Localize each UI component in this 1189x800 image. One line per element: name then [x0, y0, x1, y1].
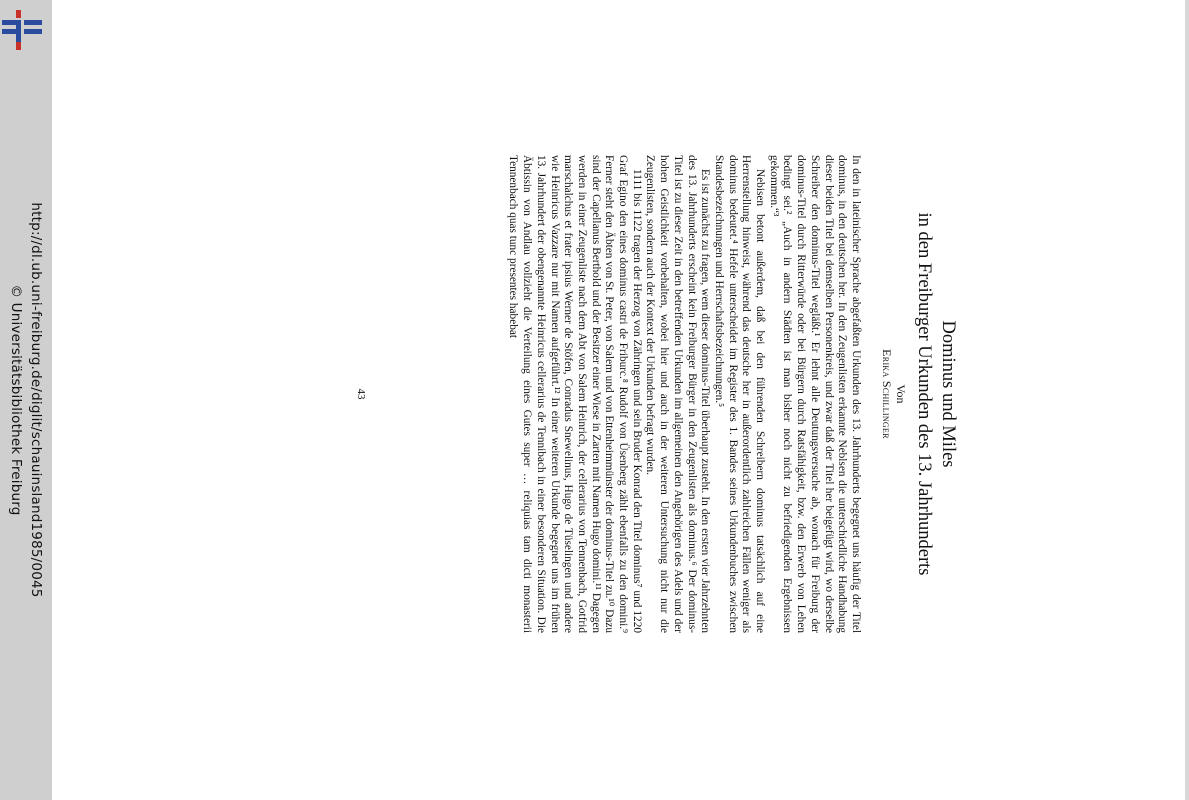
byline-von: Von	[894, 384, 908, 404]
article-body	[506, 155, 862, 633]
author-name: Erika Schillinger	[880, 349, 894, 439]
title-line-2: in den Freiburger Urkunden des 13. Jahrhunderts	[914, 212, 934, 576]
scanned-page	[320, 155, 960, 633]
page-number: 43	[355, 388, 367, 400]
title-line-1: Dominus und Miles	[938, 320, 958, 468]
scroll-edge	[1185, 0, 1189, 800]
paragraph-4: 1111 bis 1122 tragen der Herzog von Zähringen und sein Bruder Konrad den Titel dominus⁷ und 1220 Graf Egino den eines dominus castri de Friburc.⁸ Rudolf von Üsenberg zählt ebenfalls zu den domini.⁹ Ferner steht den Äbten von St. Peter, von Salem und von Ettenheimmünster der dominus-Titel zu.¹⁰ Dazu sind der Capellanus Berthold und der Besitzer einer Wiese in Zarten mit Namen Hugo domini.¹¹ Dagegen werden in einer Zeugenliste nach dem Abt von Salem Heinrich, der cellerarius von Tennenbach, Gotfrid marschalchus et frater ipsius Werner de Stöfen, Conradus Snewelinus, Hugo de Tüselingen und andere wie Heinricus Vazzare nur mit Namen aufgeführt.¹² In einer weiteren Urkunde begegnet uns im frühen 13. Jahrhundert der obengenannte Heinricus cellerarius de Tennibach in einer besonderen Situation. Die Äbtissin von Andlau vollzieht die Verteilung eines Gutes super … reliquias tam dicti monasterii Tennenbach quas tunc presentes habebat	[507, 155, 643, 633]
paragraph-2: Nebisen betont außerdem, daß bei den führenden Schreibern dominus tatsächlich auf eine Herrenstellung hinweist, während das deutsche her in außerordentlich zahlreichen Fällen weniger als dominus bedeutet.⁴ Hefele unterscheidet im Register des 1. Bandes seines Urkundenbuches zwischen Standesbezeichnungen und Herrschaftsbezeichnungen.⁵	[712, 155, 767, 633]
paragraph-1: In den in lateinischer Sprache abgefaßten Urkunden des 13. Jahrhunderts begegnet uns häufig der Titel dominus, in den deutschen her. In den Zeugenlisten erkannte Neblsen die unterschiedliche Handhabung dieser beiden Titel bei demselben Personenkreis, und zwar daß der Titel her beigefügt wird, wo derselbe Schreiber den dominus-Titel wegläßt.¹ Er lehnt alle Deutungsversuche ab, wonach für Freiburg der dominus-Titel durch Ritterwürde oder bei Bürgern durch Ratsfähigkeit, bzw. den Erwerb von Lehen bedingt sei.² „Auch in andern Städten ist man bisher noch nicht zu befriedigenden Ergebnissen gekommen.“³	[767, 155, 862, 633]
viewer-sidebar: http://dl.ub.uni-freiburg.de/diglit/schauinsland1985/0045 © Universitätsbibliothek Freiburg	[0, 0, 52, 800]
paragraph-3: Es ist zunächst zu fragen, wem dieser dominus-Titel überhaupt zusteht. In den ersten vier Jahrzehnten des 13. Jahrhunderts erscheint kein Freiburger Bürger in den Zeugenlisten als dominus.⁶ Der dominus-Titel ist zu dieser Zeit in den betreffenden Urkunden im allgemeinen den Angehörigen des Adels und der hohen Geistlichkeit vorbehalten, wobei hier und auch in der weiteren Untersuchung nicht nur die Zeugenlisten, sondern auch der Kontext der Urkunden befragt wurden.	[644, 155, 712, 633]
article-title	[912, 155, 960, 633]
library-logo	[2, 10, 44, 50]
